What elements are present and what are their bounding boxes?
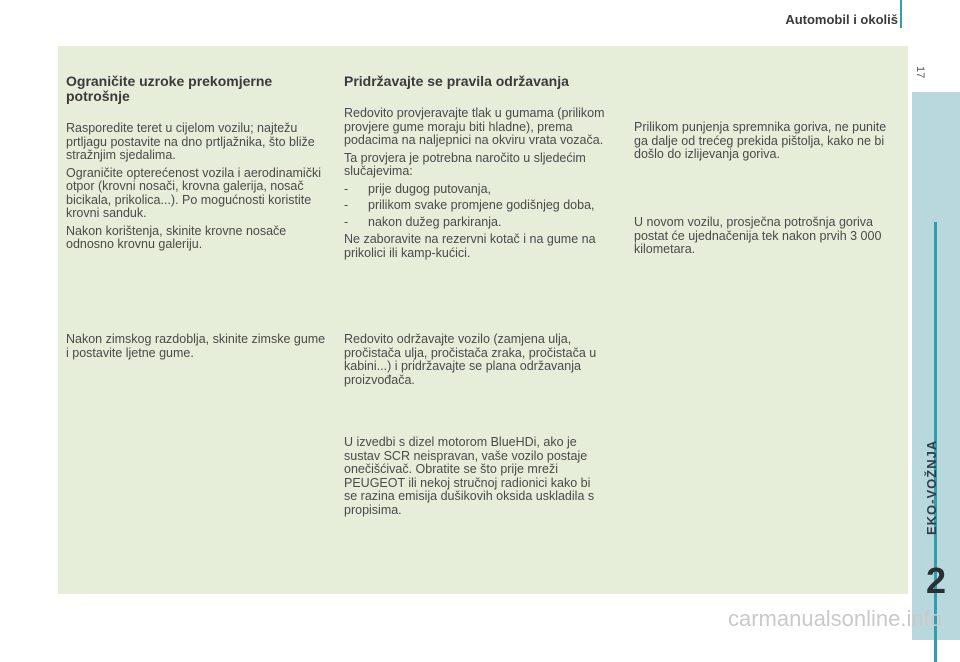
page-number: 17 <box>914 66 926 79</box>
header-title: Automobil i okoliš <box>785 12 898 27</box>
check-list <box>344 183 616 230</box>
paragraph: Rasporedite teret u cijelom vozilu; najtežu prtljagu postavite na dno prtljažnika, što bliže stražnjim sjedalima. <box>66 121 315 162</box>
column-consumption <box>66 74 330 256</box>
paragraph: Nakon zimskog razdoblja, skinite zimske gume i postavite ljetne gume. <box>66 332 326 360</box>
column-maintenance <box>344 74 616 264</box>
paragraph: Redovito provjeravajte tlak u gumama (prilikom provjere gume moraju biti hladne), prema podacima na naljepnici na okviru vrata vozača. <box>344 106 605 147</box>
paragraph: Ne zaboravite na rezervni kotač i na gume na prikolici ili kamp-kućici. <box>344 232 596 260</box>
list-item: - nakon dužeg parkiranja. <box>344 214 502 229</box>
paragraph: Prilikom punjenja spremnika goriva, ne punite ga dalje od trećeg prekida pištolja, kako ne bi došlo do izlijevanja goriva. <box>634 120 887 161</box>
paragraph: Ograničite opterećenost vozila i aerodinamički otpor (krovni nosači, krovna galerija, nosač bicikala, prikolica...). Po mogućnosti koristite krovni sanduk. <box>66 165 321 220</box>
paragraph: Ta provjera je potrebna naročito u sljedećim slučajevima: <box>344 150 586 178</box>
paragraph: U novom vozilu, prosječna potrošnja goriva postat će ujednačenija tek nakon prvih 3 000 kilometara. <box>634 215 882 256</box>
column-consumption-winter <box>66 333 330 364</box>
paragraph: U izvedbi s dizel motorom BlueHDi, ako je sustav SCR neispravan, vaše vozilo postaje onečišćivač. Obratite se što prije mreži PEUGEOT ili nekoj stručnoj radionici kako bi se razina emisija dušikovih oksida uskladila s propisima. <box>344 435 595 517</box>
column-fuel <box>634 121 898 166</box>
paragraph: Nakon korištenja, skinite krovne nosače odnosno krovnu galeriju. <box>66 223 287 251</box>
column-maintenance-scr <box>344 436 606 521</box>
watermark: carmanualsonline.info <box>727 606 942 631</box>
chapter-number: 2 <box>925 560 947 601</box>
paragraph: Redovito održavajte vozilo (zamjena ulja, pročistača ulja, pročistača zraka, pročistača u kabini...) i pridržavajte se plana održavanja proizvođača. <box>344 332 597 387</box>
heading-maintenance: Pridržavajte se pravila održavanja <box>344 73 569 89</box>
list-item: - prije dugog putovanja, <box>344 181 492 196</box>
column-fuel-new-car <box>634 216 898 261</box>
list-item: - prilikom svake promjene godišnjeg doba, <box>344 198 595 212</box>
column-maintenance-service <box>344 333 616 391</box>
chapter-label: EKO-VOŽNJA <box>924 439 939 535</box>
header-rule <box>900 0 902 28</box>
side-tab <box>912 92 960 640</box>
heading-consumption: Ograničite uzroke prekomjerne potrošnje <box>66 73 273 104</box>
